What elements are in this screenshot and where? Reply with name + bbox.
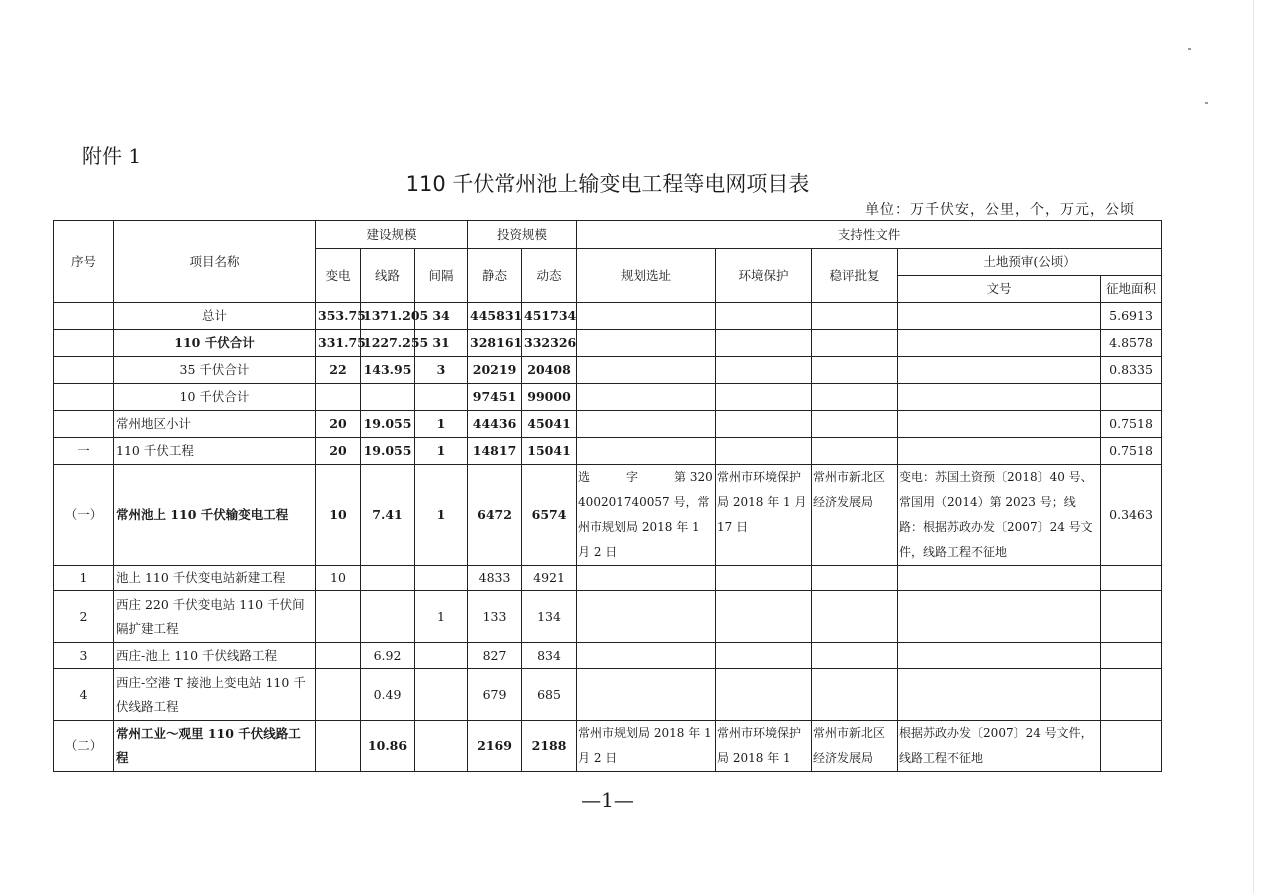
cell-doc-no bbox=[898, 411, 1101, 438]
cell-planning bbox=[577, 384, 716, 411]
cell-name: 常州池上 110 千伏输变电工程 bbox=[114, 465, 316, 566]
cell-bay: 1 bbox=[415, 465, 468, 566]
cell-static: 445831 bbox=[468, 303, 522, 330]
table-row bbox=[54, 438, 1162, 465]
cell-land-area: 5.6913 bbox=[1101, 303, 1162, 330]
cell-stability bbox=[812, 303, 898, 330]
cell-line bbox=[361, 591, 415, 643]
cell-seq bbox=[54, 303, 114, 330]
cell-dynamic: 451734 bbox=[522, 303, 577, 330]
cell-planning bbox=[577, 303, 716, 330]
cell-env bbox=[716, 303, 812, 330]
cell-line: 0.49 bbox=[361, 669, 415, 721]
cell-planning bbox=[577, 643, 716, 669]
cell-doc-no bbox=[898, 643, 1101, 669]
cell-env bbox=[716, 566, 812, 591]
cell-env bbox=[716, 669, 812, 721]
cell-env bbox=[716, 591, 812, 643]
cell-land-area: 0.3463 bbox=[1101, 465, 1162, 566]
cell-substation: 22 bbox=[316, 357, 361, 384]
cell-doc-no bbox=[898, 566, 1101, 591]
cell-planning: 选 字 第 320400201740057 号，常州市规划局 2018 年 1 月 2 日 bbox=[577, 465, 716, 566]
cell-line: 1227.255 bbox=[361, 330, 415, 357]
cell-dynamic: 2188 bbox=[522, 721, 577, 772]
cell-dynamic: 6574 bbox=[522, 465, 577, 566]
page-title: 110 千伏常州池上输变电工程等电网项目表 bbox=[405, 172, 810, 196]
cell-line: 1371.205 bbox=[361, 303, 415, 330]
table-row bbox=[54, 566, 1162, 591]
cell-env bbox=[716, 384, 812, 411]
cell-line: 6.92 bbox=[361, 643, 415, 669]
cell-env: 常州市环境保护局 2018 年 1 bbox=[716, 721, 812, 772]
scan-speck bbox=[1188, 48, 1191, 50]
table-row bbox=[54, 384, 1162, 411]
table-row bbox=[54, 669, 1162, 721]
cell-stability bbox=[812, 643, 898, 669]
cell-bay bbox=[415, 721, 468, 772]
unit-note: 单位：万千伏安，公里，个，万元，公顷 bbox=[865, 202, 1135, 218]
table-row bbox=[54, 357, 1162, 384]
cell-name: 110 千伏工程 bbox=[114, 438, 316, 465]
header-env: 环境保护 bbox=[716, 249, 812, 303]
cell-dynamic: 45041 bbox=[522, 411, 577, 438]
cell-seq: 2 bbox=[54, 591, 114, 643]
cell-doc-no: 变电：苏国土资预〔2018〕40 号、常国用（2014）第 2023 号；线路：根据苏政办发〔2007〕24 号文件，线路工程不征地 bbox=[898, 465, 1101, 566]
cell-bay: 1 bbox=[415, 438, 468, 465]
header-land-area: 征地面积 bbox=[1101, 276, 1162, 303]
header-land-pre: 土地预审(公顷） bbox=[898, 249, 1162, 276]
cell-doc-no bbox=[898, 330, 1101, 357]
cell-planning bbox=[577, 357, 716, 384]
cell-name: 常州工业～观里 110 千伏线路工程 bbox=[114, 721, 316, 772]
header-static: 静态 bbox=[468, 249, 522, 303]
cell-static: 14817 bbox=[468, 438, 522, 465]
header-bay: 间隔 bbox=[415, 249, 468, 303]
cell-static: 20219 bbox=[468, 357, 522, 384]
cell-dynamic: 332326 bbox=[522, 330, 577, 357]
cell-stability bbox=[812, 591, 898, 643]
cell-planning: 常州市规划局 2018 年 1 月 2 日 bbox=[577, 721, 716, 772]
header-seq: 序号 bbox=[54, 221, 114, 303]
cell-line: 7.41 bbox=[361, 465, 415, 566]
cell-planning bbox=[577, 330, 716, 357]
scan-speck bbox=[1205, 102, 1208, 104]
cell-line: 143.95 bbox=[361, 357, 415, 384]
cell-stability bbox=[812, 357, 898, 384]
table-row bbox=[54, 303, 1162, 330]
page-number: —1— bbox=[581, 788, 634, 812]
cell-bay: 1 bbox=[415, 411, 468, 438]
cell-stability: 常州市新北区经济发展局 bbox=[812, 721, 898, 772]
cell-static: 4833 bbox=[468, 566, 522, 591]
cell-line bbox=[361, 384, 415, 411]
cell-land-area: 0.7518 bbox=[1101, 411, 1162, 438]
cell-dynamic: 134 bbox=[522, 591, 577, 643]
cell-name: 常州地区小计 bbox=[114, 411, 316, 438]
cell-bay: 1 bbox=[415, 591, 468, 643]
attachment-label: 附件 1 bbox=[82, 144, 142, 168]
cell-land-area bbox=[1101, 669, 1162, 721]
cell-seq: 1 bbox=[54, 566, 114, 591]
cell-substation bbox=[316, 591, 361, 643]
cell-env bbox=[716, 411, 812, 438]
cell-line: 10.86 bbox=[361, 721, 415, 772]
cell-substation bbox=[316, 721, 361, 772]
cell-bay bbox=[415, 384, 468, 411]
cell-substation bbox=[316, 643, 361, 669]
cell-name: 10 千伏合计 bbox=[114, 384, 316, 411]
cell-bay: 3 bbox=[415, 357, 468, 384]
cell-dynamic: 15041 bbox=[522, 438, 577, 465]
table-row bbox=[54, 465, 1162, 566]
cell-doc-no bbox=[898, 438, 1101, 465]
cell-substation: 10 bbox=[316, 465, 361, 566]
cell-land-area bbox=[1101, 384, 1162, 411]
cell-line: 19.055 bbox=[361, 411, 415, 438]
header-doc-no: 文号 bbox=[898, 276, 1101, 303]
table-row bbox=[54, 330, 1162, 357]
cell-planning bbox=[577, 566, 716, 591]
cell-planning bbox=[577, 411, 716, 438]
cell-seq: （二） bbox=[54, 721, 114, 772]
table-row bbox=[54, 411, 1162, 438]
cell-static: 6472 bbox=[468, 465, 522, 566]
cell-land-area bbox=[1101, 566, 1162, 591]
cell-stability: 常州市新北区经济发展局 bbox=[812, 465, 898, 566]
header-line: 线路 bbox=[361, 249, 415, 303]
header-dynamic: 动态 bbox=[522, 249, 577, 303]
cell-substation: 20 bbox=[316, 411, 361, 438]
cell-stability bbox=[812, 566, 898, 591]
cell-stability bbox=[812, 438, 898, 465]
cell-substation: 331.75 bbox=[316, 330, 361, 357]
cell-static: 44436 bbox=[468, 411, 522, 438]
cell-doc-no: 根据苏政办发〔2007〕24 号文件，线路工程不征地 bbox=[898, 721, 1101, 772]
cell-name: 西庄 220 千伏变电站 110 千伏间隔扩建工程 bbox=[114, 591, 316, 643]
cell-seq bbox=[54, 330, 114, 357]
cell-substation bbox=[316, 669, 361, 721]
table-row bbox=[54, 643, 1162, 669]
scan-edge-line bbox=[1253, 0, 1254, 893]
cell-doc-no bbox=[898, 669, 1101, 721]
cell-bay: 31 bbox=[415, 330, 468, 357]
cell-env: 常州市环境保护局 2018 年 1 月 17 日 bbox=[716, 465, 812, 566]
cell-land-area: 0.7518 bbox=[1101, 438, 1162, 465]
cell-static: 827 bbox=[468, 643, 522, 669]
cell-land-area: 0.8335 bbox=[1101, 357, 1162, 384]
cell-static: 2169 bbox=[468, 721, 522, 772]
header-build-scale: 建设规模 bbox=[316, 221, 468, 249]
cell-land-area bbox=[1101, 643, 1162, 669]
cell-line bbox=[361, 566, 415, 591]
cell-name: 35 千伏合计 bbox=[114, 357, 316, 384]
cell-dynamic: 20408 bbox=[522, 357, 577, 384]
cell-seq: 一 bbox=[54, 438, 114, 465]
cell-substation: 353.75 bbox=[316, 303, 361, 330]
cell-dynamic: 99000 bbox=[522, 384, 577, 411]
cell-name: 池上 110 千伏变电站新建工程 bbox=[114, 566, 316, 591]
header-name: 项目名称 bbox=[114, 221, 316, 303]
cell-name: 110 千伏合计 bbox=[114, 330, 316, 357]
cell-name: 西庄-池上 110 千伏线路工程 bbox=[114, 643, 316, 669]
cell-stability bbox=[812, 330, 898, 357]
cell-bay bbox=[415, 643, 468, 669]
cell-static: 97451 bbox=[468, 384, 522, 411]
cell-env bbox=[716, 643, 812, 669]
cell-doc-no bbox=[898, 591, 1101, 643]
cell-planning bbox=[577, 438, 716, 465]
cell-doc-no bbox=[898, 384, 1101, 411]
cell-seq bbox=[54, 357, 114, 384]
cell-land-area bbox=[1101, 591, 1162, 643]
header-substation: 变电 bbox=[316, 249, 361, 303]
header-support-docs: 支持性文件 bbox=[577, 221, 1162, 249]
cell-seq bbox=[54, 384, 114, 411]
cell-static: 679 bbox=[468, 669, 522, 721]
cell-name: 西庄-空港 T 接池上变电站 110 千伏线路工程 bbox=[114, 669, 316, 721]
cell-planning bbox=[577, 591, 716, 643]
cell-substation: 10 bbox=[316, 566, 361, 591]
cell-doc-no bbox=[898, 357, 1101, 384]
cell-seq: 4 bbox=[54, 669, 114, 721]
cell-substation bbox=[316, 384, 361, 411]
table-row bbox=[54, 721, 1162, 772]
cell-bay bbox=[415, 669, 468, 721]
cell-seq bbox=[54, 411, 114, 438]
header-invest-scale: 投资规模 bbox=[468, 221, 577, 249]
project-table bbox=[53, 220, 1162, 772]
cell-seq: （一） bbox=[54, 465, 114, 566]
cell-land-area: 4.8578 bbox=[1101, 330, 1162, 357]
cell-dynamic: 685 bbox=[522, 669, 577, 721]
cell-static: 133 bbox=[468, 591, 522, 643]
cell-planning bbox=[577, 669, 716, 721]
cell-land-area bbox=[1101, 721, 1162, 772]
cell-stability bbox=[812, 669, 898, 721]
cell-env bbox=[716, 438, 812, 465]
cell-seq: 3 bbox=[54, 643, 114, 669]
cell-dynamic: 4921 bbox=[522, 566, 577, 591]
cell-doc-no bbox=[898, 303, 1101, 330]
cell-name: 总计 bbox=[114, 303, 316, 330]
cell-bay: 34 bbox=[415, 303, 468, 330]
cell-env bbox=[716, 330, 812, 357]
header-stability: 稳评批复 bbox=[812, 249, 898, 303]
cell-static: 328161 bbox=[468, 330, 522, 357]
cell-bay bbox=[415, 566, 468, 591]
cell-dynamic: 834 bbox=[522, 643, 577, 669]
cell-line: 19.055 bbox=[361, 438, 415, 465]
header-planning: 规划选址 bbox=[577, 249, 716, 303]
cell-substation: 20 bbox=[316, 438, 361, 465]
cell-env bbox=[716, 357, 812, 384]
cell-stability bbox=[812, 411, 898, 438]
table-row bbox=[54, 591, 1162, 643]
cell-stability bbox=[812, 384, 898, 411]
